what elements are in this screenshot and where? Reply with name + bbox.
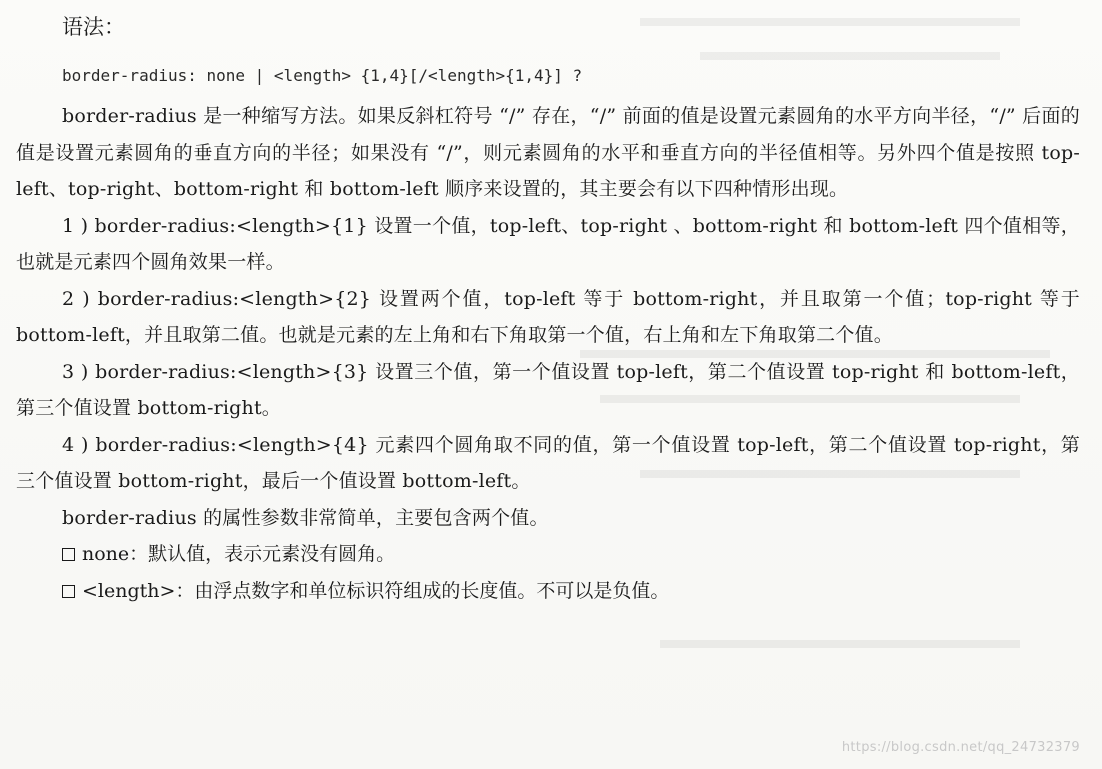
syntax-code: border-radius: none | <length> {1,4}[/<length>{1,4}] ? (62, 66, 583, 85)
bullet-text: <length>：由浮点数字和单位标识符组成的长度值。不可以是负值。 (82, 579, 670, 602)
bullet-text: none：默认值，表示元素没有圆角。 (82, 543, 396, 565)
paragraph-case-1: 1 ) border-radius:<length>{1} 设置一个值，top-left、top-right 、bottom-right 和 bottom-left 四个值相等，也就是元素四个圆角效果一样。 (16, 214, 1080, 273)
paragraph-case-3: 3 ) border-radius:<length>{3} 设置三个值，第一个值设置 top-left，第二个值设置 top-right 和 bottom-left，第三个值设置 bottom-right。 (16, 360, 1080, 419)
bullet-length (62, 573, 1080, 610)
paragraph-intro: border-radius 是一种缩写方法。如果反斜杠符号 “/” 存在，“/” 前面的值是设置元素圆角的水平方向半径，“/” 后面的值是设置元素圆角的垂直方向的半径；如果没有 “/”，则元素圆角的水平和垂直方向的半径值相等。另外四个值是按照 top-left、top-right、bottom-right 和 bottom-left 顺序来设置的，其主要会有以下四种情形出现。 (16, 105, 1080, 200)
paragraph-params: border-radius 的属性参数非常简单，主要包含两个值。 (62, 506, 549, 529)
checkbox-icon (62, 585, 75, 598)
paragraph-case-4: 4 ) border-radius:<length>{4} 元素四个圆角取不同的值，第一个值设置 top-left，第二个值设置 top-right，第三个值设置 bottom-right，最后一个值设置 bottom-left。 (16, 433, 1080, 492)
paragraph-case-2: 2 ) border-radius:<length>{2} 设置两个值，top-left 等于 bottom-right，并且取第一个值；top-right 等于 bottom-left，并且取第二值。也就是元素的左上角和右下角取第一个值，右上角和左下角取第二个值。 (16, 287, 1080, 346)
checkbox-icon (62, 548, 75, 561)
section-heading: 语法： (62, 15, 125, 39)
source-watermark: https://blog.csdn.net/qq_24732379 (841, 740, 1080, 755)
bullet-none (62, 536, 1080, 573)
